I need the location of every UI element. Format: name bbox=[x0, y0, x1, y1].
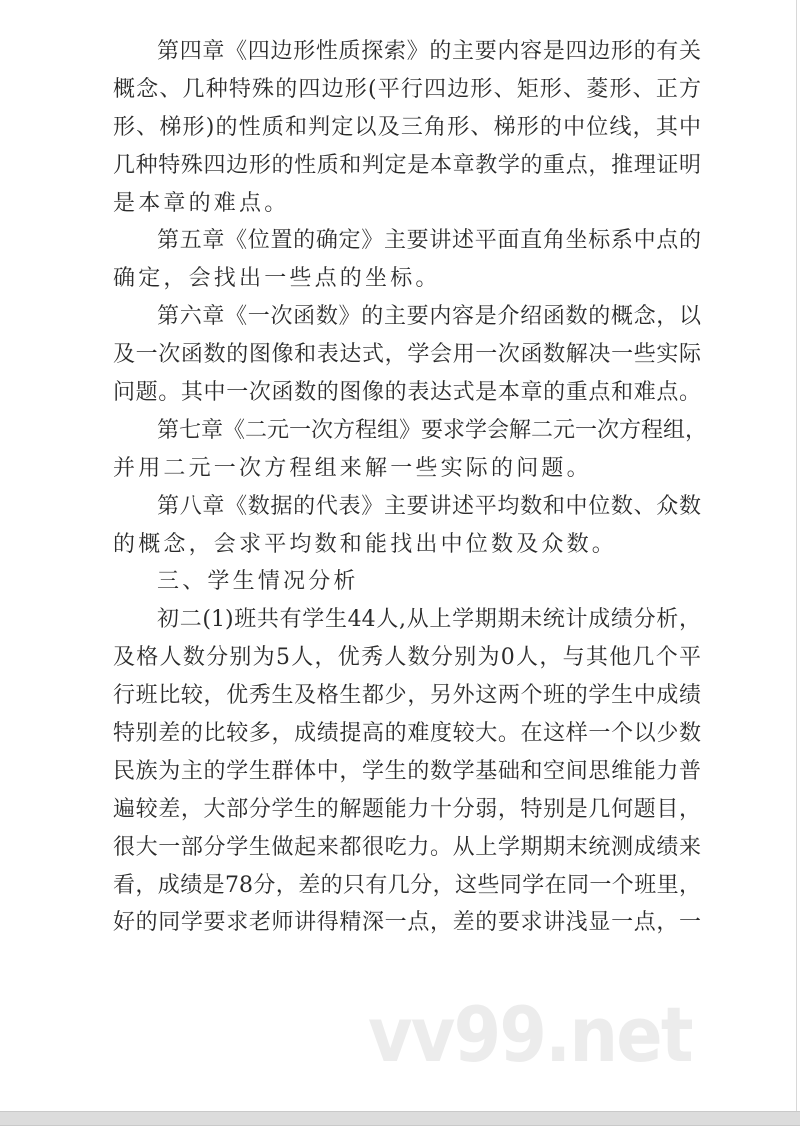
text-line: 第四章《四边形性质探索》的主要内容是四边形的有关 bbox=[157, 39, 701, 64]
page-separator bbox=[0, 1111, 800, 1126]
text-line: 遍较差，大部分学生的解题能力十分弱，特别是几何题目， bbox=[113, 796, 701, 822]
text-line: 是本章的难点。 bbox=[113, 190, 290, 216]
text-line: 并用二元一次方程组来解一些实际的问题。 bbox=[113, 455, 592, 481]
text-line: 初二(1)班共有学生44人,从上学期期未统计成绩分析， bbox=[157, 607, 701, 633]
text-line: 概念、几种特殊的四边形(平行四边形、矩形、菱形、正方 bbox=[113, 76, 701, 102]
text-line: 第六章《一次函数》的主要内容是介绍函数的概念，以 bbox=[157, 304, 701, 330]
text-line: 第七章《二元一次方程组》要求学会解二元一次方程组， bbox=[157, 417, 708, 443]
text-line: 及格人数分别为5人，优秀人数分别为0人，与其他几个平 bbox=[113, 645, 701, 671]
text-line: 第五章《位置的确定》主要讲述平面直角坐标系中点的 bbox=[157, 228, 701, 254]
text-line: 三、学生情况分析 bbox=[157, 569, 359, 595]
watermark: vv99.net bbox=[368, 990, 692, 1079]
text-line: 问题。其中一次函数的图像的表达式是本章的重点和难点。 bbox=[113, 380, 701, 406]
text-line: 确定，会找出一些点的坐标。 bbox=[113, 266, 441, 292]
document-body bbox=[113, 33, 708, 942]
text-line: 形、梯形)的性质和判定以及三角形、梯形的中位线，其中 bbox=[113, 114, 701, 140]
text-line: 民族为主的学生群体中，学生的数学基础和空间思维能力普 bbox=[113, 758, 701, 784]
text-line: 看，成绩是78分，差的只有几分，这些同学在同一个班里， bbox=[113, 872, 701, 898]
text-line: 几种特殊四边形的性质和判定是本章教学的重点，推理证明 bbox=[113, 152, 701, 178]
text-line: 的概念，会求平均数和能找出中位数及众数。 bbox=[113, 531, 618, 557]
text-line: 及一次函数的图像和表达式，学会用一次函数解决一些实际 bbox=[113, 342, 701, 368]
text-line: 很大一部分学生做起来都很吃力。从上学期期末统测成绩来 bbox=[113, 834, 701, 860]
text-line: 好的同学要求老师讲得精深一点，差的要求讲浅显一点，一 bbox=[113, 910, 701, 936]
text-line: 第八章《数据的代表》主要讲述平均数和中位数、众数 bbox=[157, 493, 701, 519]
text-line: 行班比较，优秀生及格生都少，另外这两个班的学生中成绩 bbox=[113, 683, 701, 709]
text-line: 特别差的比较多，成绩提高的难度较大。在这样一个以少数 bbox=[113, 721, 701, 747]
